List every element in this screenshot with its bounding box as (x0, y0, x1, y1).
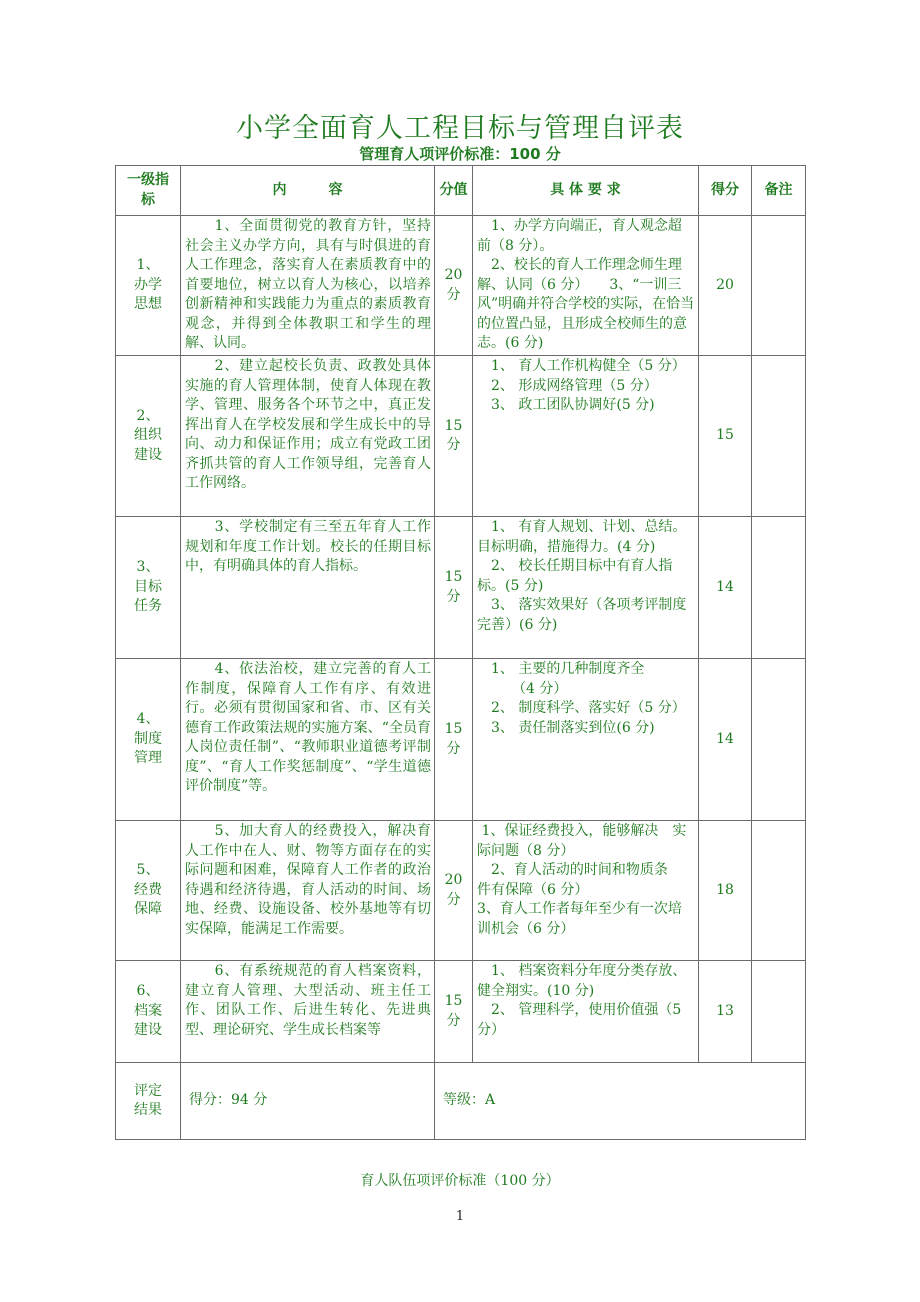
page-number: 1 (455, 1209, 465, 1224)
indicator-cell (116, 356, 181, 517)
requirements-text: 1、办学方向端正，育人观念超前（8 分）。 2、校长的育人工作理念师生理解、认同（6 分） 3、“一训三风”明确并符合学校的实际，在恰当的位置凸显，且形成全校师生的意志。(6 分) (477, 218, 695, 351)
content-text: 3、学校制定有三至五年育人工作规划和年度工作计划。校长的任期目标中，有明确具体的育人指标。 (185, 519, 431, 574)
points-cell (435, 356, 473, 517)
requirements-cell (473, 356, 699, 517)
requirements-cell (473, 659, 699, 821)
header-content: 内 容 (181, 166, 435, 216)
requirements-text: 1、 主要的几种制度齐全 （4 分） 2、 制度科学、落实好（5 分） 3、 责任制落实到位(6 分) (490, 661, 686, 736)
requirements-text: 1、 有育人规划、计划、总结。目标明确，措施得力。(4 分) 2、 校长任期目标中有育人指标。(5 分) 3、 落实效果好（各项考评制度完善）(6 分) (477, 519, 687, 633)
score-cell: 20 (699, 216, 752, 356)
requirements-cell (473, 216, 699, 356)
remark-cell (752, 961, 806, 1063)
table-row (116, 659, 806, 821)
indicator-name: 组织建设 (134, 427, 162, 463)
points-cell (435, 216, 473, 356)
requirements-cell (473, 821, 699, 961)
points-value: 15分 (444, 417, 463, 453)
points-cell (435, 821, 473, 961)
header-indicator: 一级指标 (116, 166, 181, 216)
indicator-number: 6、 (136, 983, 160, 1000)
indicator-cell (116, 961, 181, 1063)
result-score: 得分：94 分 (181, 1063, 435, 1140)
content-cell (181, 356, 435, 517)
content-text: 6、有系统规范的育人档案资料，建立育人管理、大型活动、班主任工作、团队工作、后进生转化、先进典型、理论研究、学生成长档案等 (185, 963, 431, 1038)
score-cell: 14 (699, 517, 752, 659)
points-value: 15分 (444, 721, 463, 757)
header-requirements: 具 体 要 求 (473, 166, 699, 216)
table-row (116, 356, 806, 517)
content-text: 1、全面贯彻党的教育方针，坚持社会主义办学方向，具有与时俱进的育人工作理念，落实育人在素质教育中的首要地位，树立以育人为核心，以培养创新精神和实践能力为重点的素质教育观念，并得到全体教职工和学生的理解、认同。 (185, 218, 431, 351)
content-cell (181, 821, 435, 961)
requirements-text: 1、 档案资料分年度分类存放、健全翔实。(10 分) 2、 管理科学，使用价值强（5 分） (477, 963, 687, 1038)
points-cell (435, 517, 473, 659)
score-cell: 14 (699, 659, 752, 821)
indicator-name: 目标任务 (134, 578, 162, 615)
content-cell (181, 517, 435, 659)
points-value: 20分 (444, 872, 463, 908)
indicator-number: 4、 (136, 711, 160, 728)
indicator-name: 办学思想 (134, 276, 162, 313)
points-value: 15分 (444, 993, 463, 1029)
table-row (116, 961, 806, 1063)
content-text: 4、依法治校，建立完善的育人工作制度，保障育人工作有序、有效进行。必须有贯彻国家和省、市、区有关德育工作政策法规的实施方案、“全员育人岗位责任制”、“教师职业道德考评制度”、“育人工作奖惩制度”、“学生道德评价制度”等。 (185, 661, 431, 794)
indicator-cell (116, 517, 181, 659)
content-text: 2、建立起校长负责、政教处具体实施的育人管理体制，使育人体现在教学、管理、服务各个环节之中，真正发挥出育人在学校发展和学生成长中的导向、动力和保证作用；成立有党政工团齐抓共管的育人工作领导组，完善育人工作网络。 (185, 358, 431, 491)
content-cell (181, 659, 435, 821)
score-cell: 13 (699, 961, 752, 1063)
remark-cell (752, 659, 806, 821)
evaluation-table (115, 165, 806, 1140)
table-row (116, 821, 806, 961)
requirements-text: 1、 育人工作机构健全（5 分） 2、 形成网络管理（5 分） 3、 政工团队协调好(5 分) (490, 358, 686, 413)
table-header-row (116, 166, 806, 216)
remark-cell (752, 216, 806, 356)
indicator-name: 档案建设 (134, 1002, 162, 1039)
table-body (116, 216, 806, 1063)
indicator-number: 5、 (136, 862, 160, 879)
indicator-name: 制度管理 (134, 730, 162, 767)
header-remarks: 备注 (752, 166, 806, 216)
result-label: 评定结果 (116, 1063, 181, 1140)
requirements-cell (473, 961, 699, 1063)
header-points: 分值 (435, 166, 473, 216)
indicator-cell (116, 659, 181, 821)
indicator-name: 经费保障 (134, 881, 162, 918)
result-row (116, 1063, 806, 1140)
indicator-cell (116, 821, 181, 961)
content-cell (181, 216, 435, 356)
indicator-cell (116, 216, 181, 356)
points-value: 15分 (444, 569, 463, 605)
result-grade: 等级：A (435, 1063, 806, 1140)
header-score: 得分 (699, 166, 752, 216)
indicator-number: 3、 (136, 559, 160, 576)
table-row (116, 517, 806, 659)
requirements-text: 1、保证经费投入，能够解决 实际问题（8 分） 2、育人活动的时间和物质条 件有保障（6 分） 3、育人工作者每年至少有一次培训机会（6 分） (477, 823, 687, 937)
requirements-cell (473, 517, 699, 659)
points-value: 20分 (444, 267, 463, 303)
content-cell (181, 961, 435, 1063)
remark-cell (752, 821, 806, 961)
page-title: 小学全面育人工程目标与管理自评表 (236, 113, 684, 144)
points-cell (435, 659, 473, 821)
next-section-title: 育人队伍项评价标准（100 分） (360, 1173, 560, 1189)
table-row (116, 216, 806, 356)
points-cell (435, 961, 473, 1063)
remark-cell (752, 517, 806, 659)
page-subtitle: 管理育人项评价标准：100 分 (359, 145, 561, 163)
indicator-number: 2、 (136, 407, 160, 424)
indicator-number: 1、 (136, 257, 160, 274)
remark-cell (752, 356, 806, 517)
content-text: 5、加大育人的经费投入，解决育人工作中在人、财、物等方面存在的实际问题和困难，保障育人工作者的政治待遇和经济待遇，育人活动的时间、场地、经费、设施设备、校外基地等有切实保障，能满足工作需要。 (185, 823, 431, 937)
score-cell: 15 (699, 356, 752, 517)
score-cell: 18 (699, 821, 752, 961)
